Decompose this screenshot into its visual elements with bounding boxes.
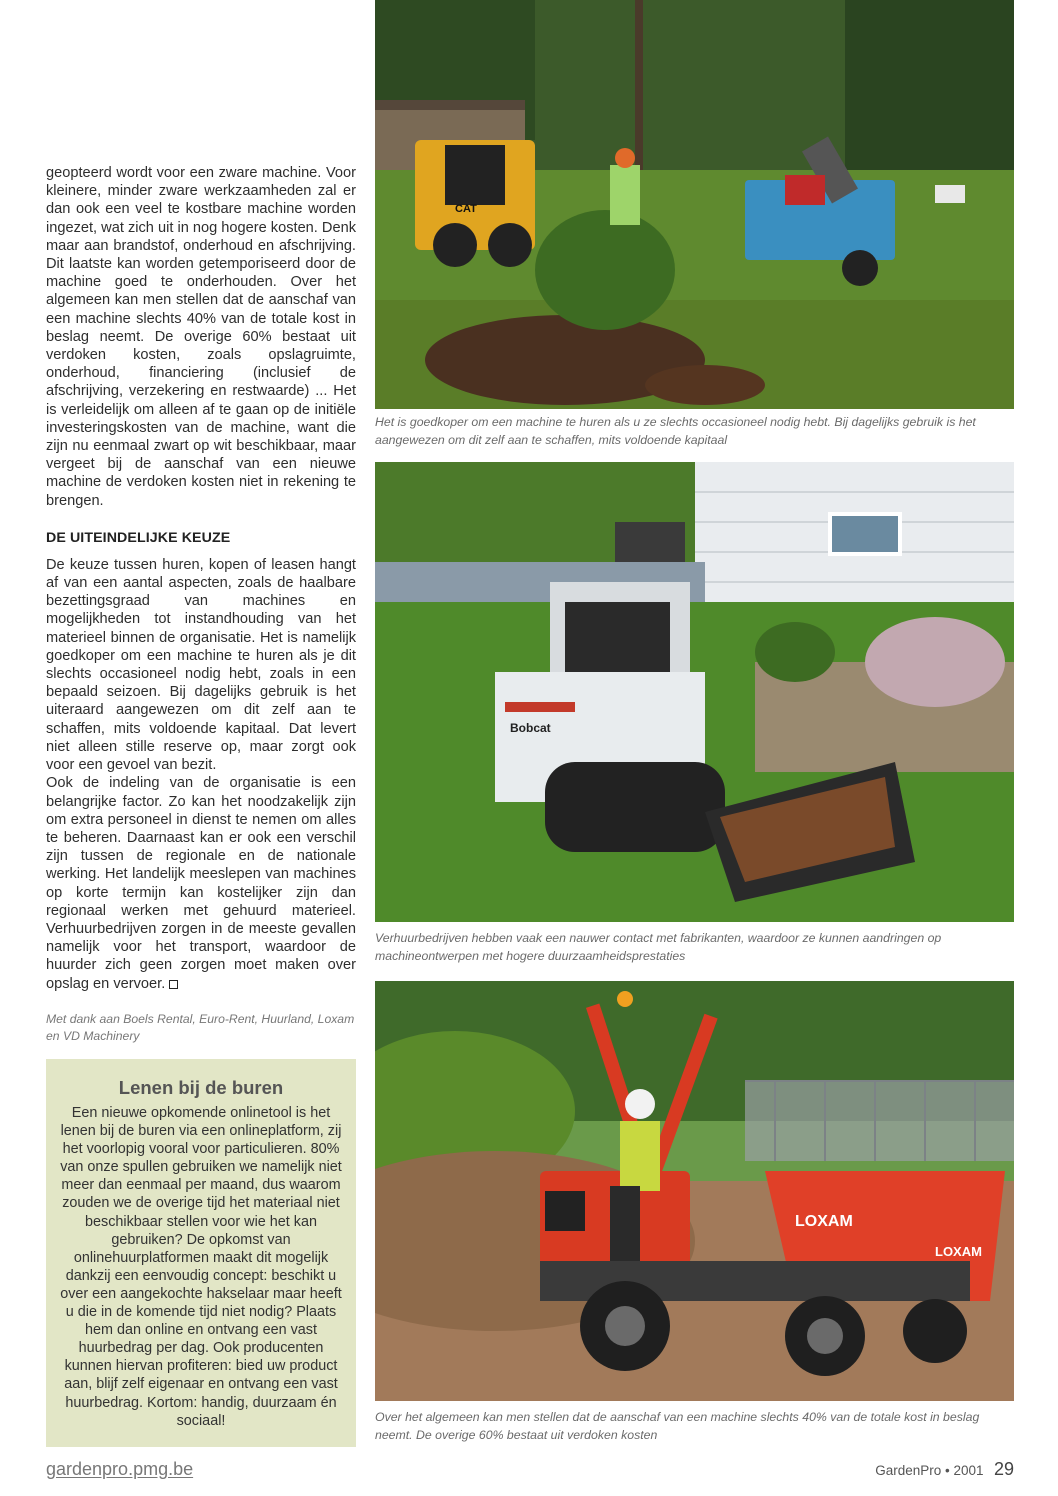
section-heading: DE UITEINDELIJKE KEUZE <box>46 529 231 546</box>
skid-steer-brand-label: CAT <box>455 203 477 215</box>
article-paragraph-1: De keuze tussen huren, kopen of leasen hangt af van een aantal aspecten, zoals de haalbare bezettingsgraad van machines en mogelijkheden tot instandhouding van het materieel binnen de organisatie. Het is namelijk goedkoper om een machine te huren als je dit slechts occasioneel nodig hebt, zoals in een bepaald seizoen. Bij dagelijks gebruik is het uiteraard aangewezen om dit zelf aan te schaffen, mits voldoende kapitaal. Dat levert niet alleen stille reserve op, maar zorgt ook voor een gevoel van bezit. <box>46 556 356 774</box>
chipper-photo <box>375 0 1014 409</box>
dumper-photo-caption: Over het algemeen kan men stellen dat de aanschaf van een machine slechts 40% van de totale kost in beslag neemt. De overige 60% bestaat uit verdoken kosten <box>375 1410 980 1442</box>
track-loader-photo-illustration <box>375 462 1014 922</box>
article-paragraph-2 <box>46 774 356 992</box>
chipper-photo-caption: Het is goedkoper om een machine te huren als u ze slechts occasioneel nodig hebt. Bij dagelijks gebruik is het aangewezen om dit zelf aan te schaffen, mits voldoende kapitaal <box>375 415 976 447</box>
end-of-article-icon <box>169 980 178 989</box>
sidebar-title: Lenen bij de buren <box>118 1077 284 1098</box>
dumper-brand-label-2: LOXAM <box>935 1244 982 1259</box>
footer-page-number: 29 <box>993 1459 1014 1479</box>
dumper-photo-illustration <box>375 981 1014 1401</box>
dumper-brand-label: LOXAM <box>795 1213 853 1230</box>
track-loader-photo <box>375 462 1014 922</box>
track-loader-photo-caption: Verhuurbedrijven hebben vaak een nauwer contact met fabrikanten, waardoor ze kunnen aandringen op machineontwerpen met hogere duurzaamheidsprestaties <box>375 931 942 963</box>
sidebar-box <box>46 1059 356 1447</box>
chipper-photo-illustration <box>375 0 1014 409</box>
article-intro-paragraph: geopteerd wordt voor een zware machine. Voor kleinere, minder zware werkzaamheden zal er dan ook een veel te kostbare machine worden ingezet, wat zich uit in nog hogere kosten. Denk maar aan brandstof, onderhoud en afschrijving. Dit laatste kan worden getemporiseerd door de machine goed te onderhouden. Over het algemeen kan men stellen dat de aanschaf van een machine slechts 40% van de totale kost in beslag neemt. De overige 60% bestaat uit verdoken kosten, zoals opslagruimte, onderhoud, financiering (inclusief de afschrijving, verzekering en restwaarde) ... Het is verleidelijk om alleen af te gaan op de initiële investeringskosten van de machine, want die zijn nu eenmaal zwart op wit beschikbaar, maar vergeet bij de aanschaf van een nieuwe machine de verdoken kosten niet in rekening te brengen. <box>46 165 356 509</box>
loader-brand-label: Bobcat <box>510 721 551 735</box>
footer-page-info <box>875 1459 1014 1480</box>
article-credits: Met dank aan Boels Rental, Euro-Rent, Huurland, Loxam en VD Machinery <box>46 1011 355 1043</box>
footer-magazine-issue: GardenPro • 2001 <box>875 1463 984 1478</box>
sidebar-text: Een nieuwe opkomende onlinetool is het lenen bij de buren via een onlineplatform, zij het voorlopig vooral voor particulieren. 80% van onze spullen gebruiken we namelijk niet meer dan eenmaal per maand, dus waarom zouden we de overige tijd het materiaal niet beschikbaar stellen voor wie het kan gebruiken? De opkomst van onlinehuurplatformen maakt dit mogelijk dankzij een eenvoudig concept: beschikt u over een aangekochte hakselaar maar heeft u die in de komende tijd niet nodig? Plaats hem dan online en ontvang een vast huurbedrag per dag. Ook producenten kunnen hiervan profiteren: bied uw product aan, blijf zelf eigenaar en ontvang een vast huurbedrag. Kortom: handig, duurzaam én sociaal! <box>60 1105 342 1429</box>
dumper-photo <box>375 981 1014 1401</box>
article-column <box>46 164 356 1045</box>
article-paragraph-2-text: Ook de indeling van de organisatie is een belangrijke factor. Zo kan het noodzakelijk zijn om extra personeel in dienst te nemen om alles te beheren. Daarnaast kan er ook een verschil zijn tussen de regionale en de nationale werking. Het landelijk meeslepen van machines op korte termijn kan kostelijker zijn dan regionaal werken met gehuurd materieel. Verhuurbedrijven zorgen in de meeste gevallen namelijk voor het transport, waardoor de huurder zich geen zorgen moet maken over opslag en vervoer. <box>46 775 356 992</box>
footer-url-link[interactable]: gardenpro.pmg.be <box>46 1459 194 1479</box>
